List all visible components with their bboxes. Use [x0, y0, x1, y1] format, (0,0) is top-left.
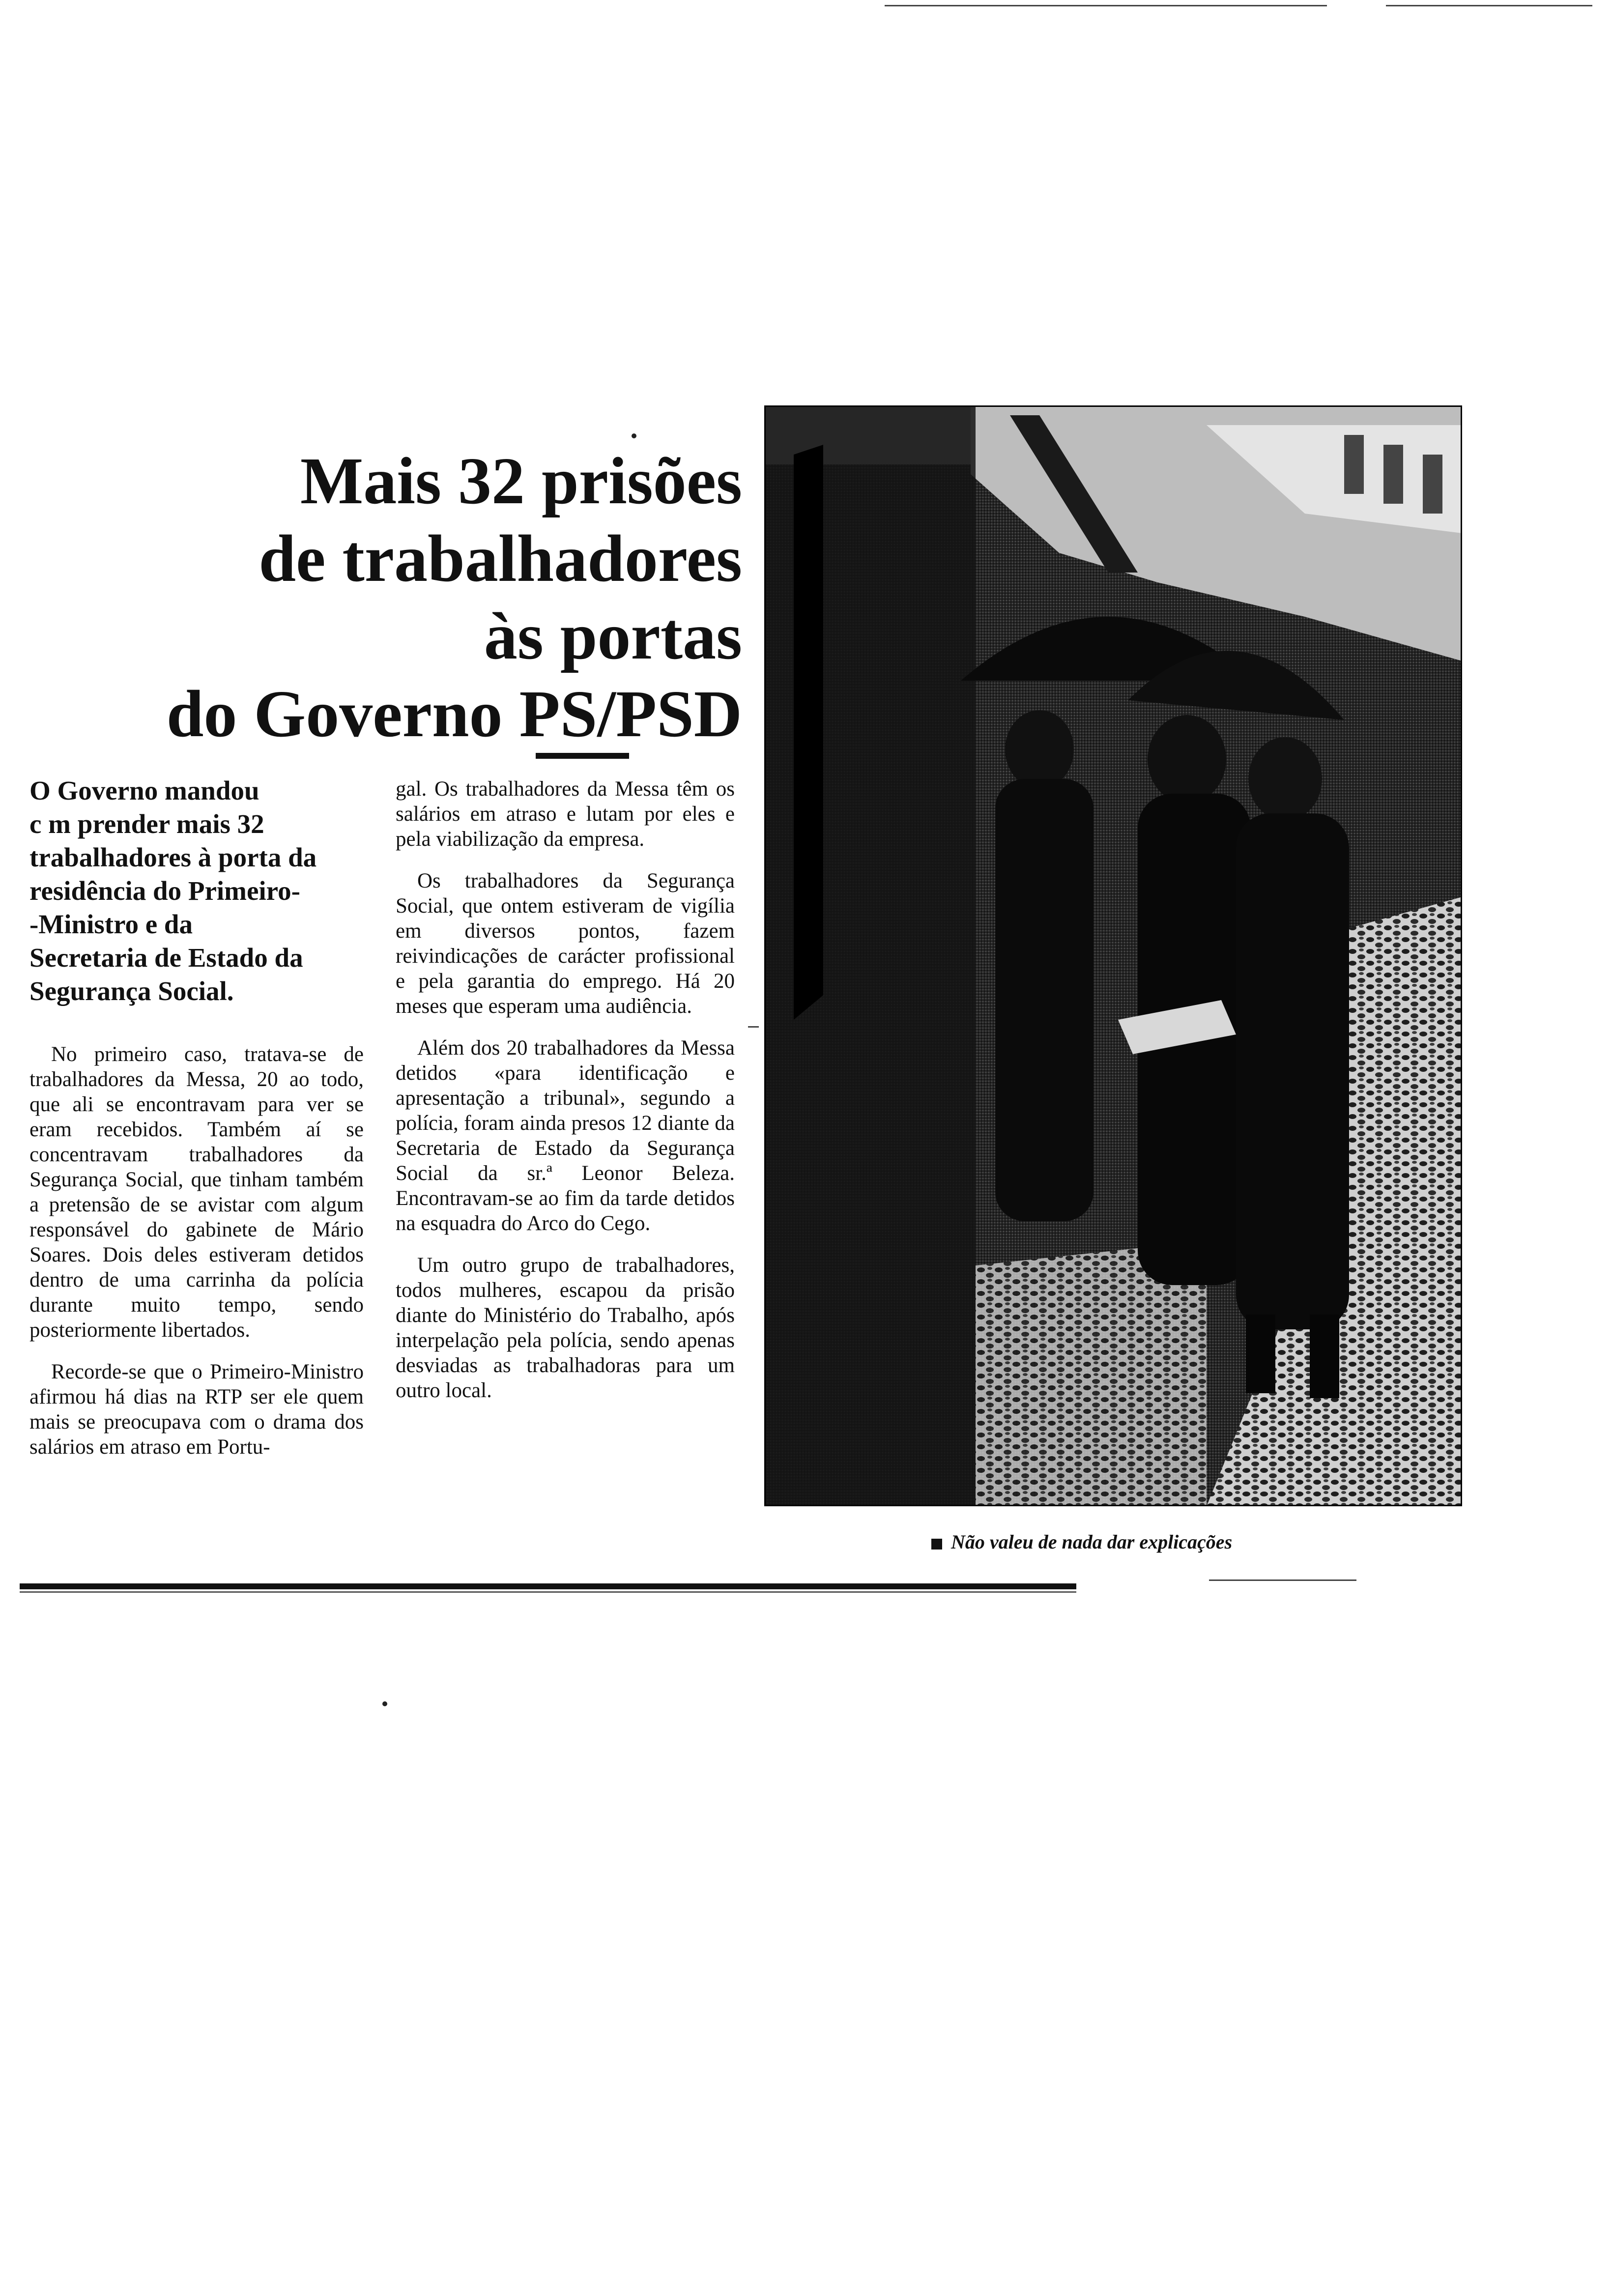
scan-speck	[382, 1701, 387, 1706]
photo-caption	[931, 1530, 1232, 1553]
news-photo	[764, 405, 1462, 1506]
photo-caption-text: Não valeu de nada dar explicações	[951, 1531, 1233, 1553]
bottom-rule	[20, 1583, 1076, 1589]
headline-underline-mark	[536, 753, 629, 759]
headline-line-2: de trabalhadores	[259, 522, 742, 596]
paragraph: gal. Os trabalhadores da Messa têm os salários em atraso e lutam por eles e pela viabilização da empresa.	[396, 777, 735, 851]
paragraph: Além dos 20 trabalhadores da Messa detidos «para identificação e apresentação a tribunal», segundo a polícia, foram ainda presos 12 diante da Secretaria de Estado da Segurança Social da sr.ª Leonor Beleza. Encontravam-se ao fim da tarde detidos na esquadra do Arco do Cego.	[396, 1036, 735, 1235]
lead-line-5: -Ministro e da	[29, 909, 193, 939]
headline-line-1: Mais 32 prisões	[300, 444, 742, 518]
bottom-rule-thin	[20, 1591, 1076, 1593]
caption-bullet-icon	[931, 1539, 942, 1550]
paragraph: No primeiro caso, tratava-se de trabalhadores da Messa, 20 ao todo, que ali se encontravam para ver se eram recebidos. Também aí se concentravam trabalhadores da Segurança Social, que tinham também a pretensão de se avistar com algum responsável do gabinete de Mário Soares. Dois deles estiveram detidos dentro de uma carrinha da polícia durante muito tempo, sendo posteriormente libertados.	[29, 1043, 364, 1342]
lead-line-6: Secretaria de Estado da	[29, 943, 303, 973]
scan-speck	[632, 433, 636, 438]
lead-line-7: Segurança Social.	[29, 976, 234, 1006]
paragraph: Os trabalhadores da Segurança Social, que ontem estiveram de vigília em diversos pontos, fazem reivindicações de carácter profissional e pela garantia do emprego. Há 20 meses que esperam uma audiência.	[396, 869, 735, 1018]
body-column-1	[29, 1042, 364, 1476]
body-column-2	[396, 776, 735, 1420]
lead-line-3: trabalhadores à porta da	[29, 842, 317, 872]
headline	[113, 442, 742, 753]
lead-line-1: O Governo mandou	[29, 775, 259, 805]
paragraph: Um outro grupo de trabalhadores, todos mulheres, escapou da prisão diante do Ministério do Trabalho, após interpelação pela polícia, sendo apenas desviadas as trabalhadoras para um outro local.	[396, 1254, 735, 1402]
headline-line-3: às portas	[484, 600, 742, 673]
headline-line-4: do Governo PS/PSD	[166, 677, 742, 751]
article-lead	[29, 774, 354, 1008]
lead-line-2: c m prender mais 32	[29, 809, 264, 839]
paragraph: Recorde-se que o Primeiro-Ministro afirmou há dias na RTP ser ele quem mais se preocupava com o drama dos salários em atraso em Portu-	[29, 1360, 364, 1459]
lead-line-4: residência do Primeiro-	[29, 876, 300, 906]
